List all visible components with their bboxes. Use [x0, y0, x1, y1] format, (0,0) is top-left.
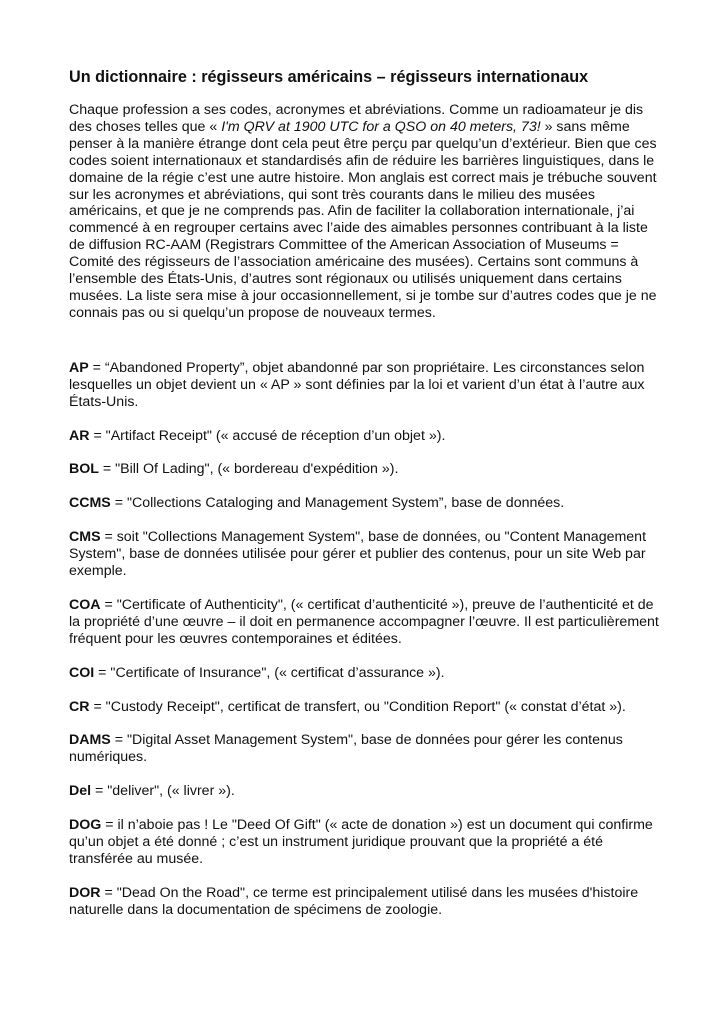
glossary-entry-ccms: [69, 495, 659, 512]
glossary-entry-dog: [69, 817, 659, 868]
glossary-definition: = "Artifact Receipt" (« accusé de réception d’un objet »).: [89, 427, 446, 444]
intro-text-start: Chaque profession a ses codes, acronymes et abréviations. Comme un radioamateur je dis des choses telles que «: [69, 102, 644, 135]
glossary-term: Del: [69, 783, 92, 800]
glossary-term: DOG: [69, 817, 102, 834]
document-title: Un dictionnaire : régisseurs américains – régisseurs internationaux: [69, 68, 589, 86]
glossary-definition: = "Custody Receipt", certificat de transfert, ou "Condition Report" (« constat d’état »).: [89, 698, 626, 715]
glossary-term: BOL: [69, 461, 99, 478]
glossary-definition: = il n’aboie pas ! Le "Deed Of Gift" (« acte de donation ») est un document qui confirme qu’un objet a été donné ; c’est un instrument juridique prouvant que la propriété a été transférée au musée.: [69, 817, 653, 867]
glossary-entry-dor: [69, 885, 659, 919]
glossary-definition: = "Certificate of Authenticity", (« certificat d’authenticité »), preuve de l’authenticité et de la propriété d’une œuvre – il doit en permanence accompagner l’œuvre. Il est particulièrement fréquent pour les œuvres contemporaines et éditées.: [69, 596, 659, 647]
glossary-entry-ar: [69, 428, 659, 445]
glossary-entry-dams: [69, 732, 659, 766]
glossary-term: DAMS: [69, 732, 111, 749]
glossary-term: AP: [69, 359, 89, 376]
document-page: [69, 66, 659, 936]
glossary-term: COA: [69, 596, 101, 613]
glossary-entry-bol: [69, 461, 659, 478]
glossary-entry-cms: [69, 529, 659, 580]
intro-quote: I'm QRV at 1900 UTC for a QSO on 40 meters, 73!: [221, 118, 541, 135]
glossary-definition: = soit "Collections Management System", base de données, ou "Content Management System", base de données utilisée pour gérer et publier des contenus, pour un site Web par exemple.: [69, 529, 647, 580]
glossary-definition: = "Certificate of Insurance", (« certificat d’assurance »).: [94, 664, 445, 681]
glossary-entry-coa: [69, 597, 659, 648]
intro-text-end: » sans même penser à la manière étrange dont cela peut être perçu par quelqu’un d’extérieur. Bien que ces codes soient internationaux et standardisés afin de réduire les barrières linguistiques, dans le domaine de la régie c’est une autre histoire. Mon anglais est correct mais je trébuche souvent sur les acronymes et abréviations, qui sont très courants dans le milieu des musées américains, et que je ne comprends pas. Afin de faciliter la collaboration internationale, j’ai commencé à en regrouper certains avec l’aide des aimables personnes contribuant à la liste de diffusion RC-AAM (Registrars Committee of the American Association of Museums = Comité des régisseurs de l’association américaine des musées). Certains sont communs à l’ensemble des États-Unis, d’autres sont régionaux ou utilisés uniquement dans certains musées. La liste sera mise à jour occasionnellement, si je tombe sur d’autres codes que je ne connais pas ou si quelqu’un propose de nouveaux termes.: [69, 118, 657, 321]
glossary-entry-coi: [69, 665, 659, 682]
glossary-entry-del: [69, 783, 659, 800]
intro-paragraph: [69, 102, 659, 322]
glossary-definition: = "Dead On the Road", ce terme est principalement utilisé dans les musées d'histoire naturelle dans la documentation de spécimens de zoologie.: [69, 884, 639, 918]
glossary-entry-ap: [69, 360, 659, 411]
glossary-term: COI: [69, 664, 95, 681]
glossary-term: DOR: [69, 884, 101, 901]
glossary-list: [69, 360, 659, 919]
glossary-entry-cr: [69, 699, 659, 716]
glossary-definition: = "deliver", (« livrer »).: [91, 783, 235, 800]
glossary-definition: = "Bill Of Lading", (« bordereau d'expédition »).: [98, 461, 399, 478]
glossary-term: CMS: [69, 529, 101, 546]
glossary-term: CR: [69, 698, 90, 715]
glossary-term: AR: [69, 427, 90, 444]
glossary-definition: = "Collections Cataloging and Management System”, base de données.: [110, 495, 565, 512]
glossary-definition: = "Digital Asset Management System", base de données pour gérer les contenus numériques.: [69, 732, 623, 766]
glossary-definition: = “Abandoned Property”, objet abandonné par son propriétaire. Les circonstances selon lesquelles un objet devient un « AP » sont définies par la loi et varient d’un état à l’autre aux États-Unis.: [69, 359, 645, 410]
glossary-term: CCMS: [69, 495, 111, 512]
